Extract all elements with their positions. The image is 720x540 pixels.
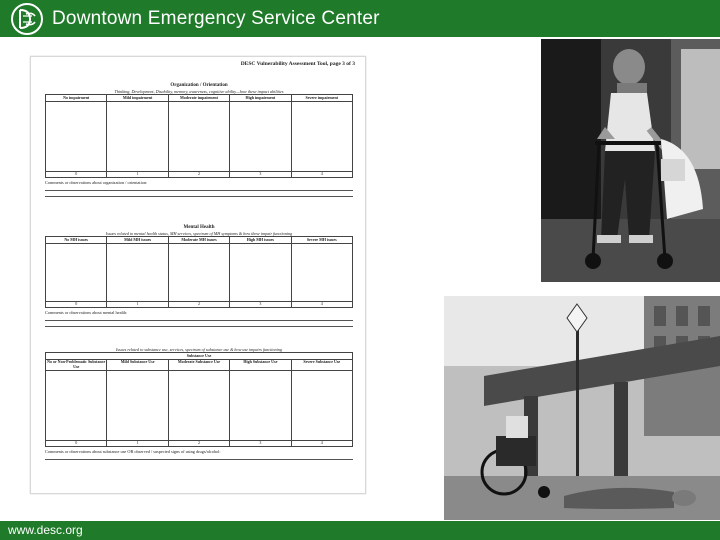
assessment-table	[45, 236, 353, 308]
col-header: Moderate MH issues	[168, 237, 229, 244]
table-cell	[168, 101, 229, 171]
table-cell	[168, 370, 229, 440]
document-title: DESC Vulnerability Assessment Tool, page 3 of 3	[240, 61, 355, 67]
score-cell: 2	[168, 440, 229, 447]
photo-woman-walker-image	[541, 39, 720, 282]
table-cell	[107, 243, 168, 301]
comment-line	[45, 459, 353, 460]
col-header: High impairment	[230, 95, 291, 102]
col-header: Mild MH issues	[107, 237, 168, 244]
comment-label: Comments or observations about mental health:	[45, 310, 128, 316]
score-cell: 4	[291, 171, 352, 178]
comment-label: Comments or observations about organization / orientation:	[45, 180, 148, 186]
table-cell	[230, 101, 291, 171]
section-mental-health	[45, 225, 353, 327]
table-cell	[107, 370, 168, 440]
table-cell	[291, 101, 352, 171]
comment-line	[45, 326, 353, 327]
score-cell: 3	[230, 301, 291, 308]
photo-overpass-image	[444, 296, 720, 520]
col-header: No impairment	[46, 95, 107, 102]
section-subtitle: Issues related to substance use, services, spectrum of substance use & how use impairs functioning	[116, 347, 282, 352]
score-cell: 0	[46, 171, 107, 178]
table-cell	[230, 370, 291, 440]
comment-line	[45, 196, 353, 197]
col-header: High Substance Use	[230, 359, 291, 370]
table-cell	[46, 243, 107, 301]
section-subtitle: Thinking, Development, Disability, memory, awareness, cognitive ability—how these impact abilities	[114, 89, 284, 94]
table-cell	[291, 243, 352, 301]
section-title: Organization / Orientation	[170, 83, 228, 88]
section-organization	[45, 83, 353, 197]
table-cell	[46, 370, 107, 440]
col-header: Moderate impairment	[168, 95, 229, 102]
score-cell: 1	[107, 171, 168, 178]
comment-line	[45, 320, 353, 321]
photo-person-under-overpass	[444, 296, 720, 520]
score-cell: 2	[168, 301, 229, 308]
col-header: No MH issues	[46, 237, 107, 244]
section-title: Mental Health	[183, 225, 215, 230]
assessment-document	[30, 56, 366, 494]
table-cell	[291, 370, 352, 440]
col-header: Severe MH issues	[291, 237, 352, 244]
col-header: Severe impairment	[291, 95, 352, 102]
col-header: Mild Substance Use	[107, 359, 168, 370]
section-subtitle: Issues related to mental health status, MH services, spectrum of MH symptoms & how these impair functioning	[105, 231, 293, 236]
assessment-table	[45, 352, 353, 447]
score-cell: 4	[291, 440, 352, 447]
col-header: High MH issues	[230, 237, 291, 244]
score-cell: 1	[107, 301, 168, 308]
section-substance-use	[45, 347, 353, 460]
comment-label: Comments or observations about substance use OR observed / suspected signs of using drugs/alcohol:	[45, 449, 221, 455]
score-cell: 4	[291, 301, 352, 308]
table-cell	[107, 101, 168, 171]
footer-bar	[0, 521, 720, 540]
photo-woman-walker	[541, 39, 720, 282]
header-title: Downtown Emergency Service Center	[52, 7, 380, 29]
col-header: No or Non-Problematic Substance Use	[47, 359, 106, 369]
table-cell	[46, 101, 107, 171]
score-cell: 1	[107, 440, 168, 447]
score-cell: 0	[46, 301, 107, 308]
desc-logo-icon	[10, 2, 44, 36]
col-header: Severe Substance Use	[291, 359, 352, 370]
table-cell	[230, 243, 291, 301]
assessment-table	[45, 94, 353, 178]
score-cell: 3	[230, 171, 291, 178]
table-cell	[168, 243, 229, 301]
score-cell: 3	[230, 440, 291, 447]
table-title: Substance Use	[46, 353, 353, 360]
header-bar	[0, 0, 720, 37]
col-header: Moderate Substance Use	[168, 359, 229, 370]
col-header: Mild impairment	[107, 95, 168, 102]
score-cell: 2	[168, 171, 229, 178]
footer-url: www.desc.org	[8, 523, 83, 537]
score-cell: 0	[46, 440, 107, 447]
comment-line	[45, 190, 353, 191]
